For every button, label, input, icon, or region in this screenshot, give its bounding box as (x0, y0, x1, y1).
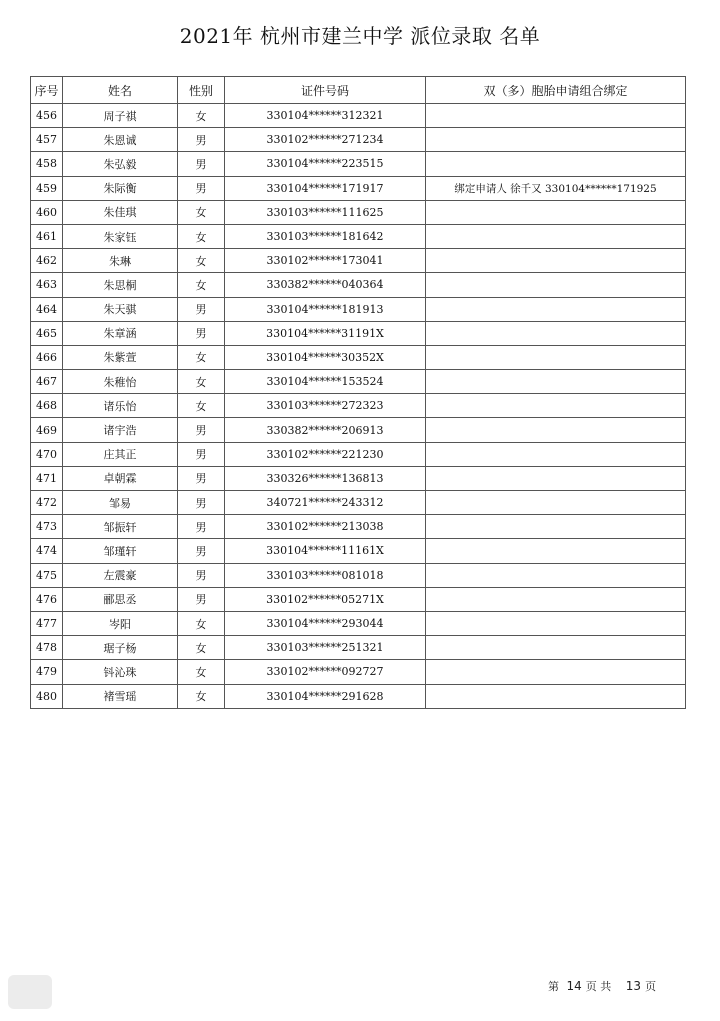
table-row (31, 200, 686, 224)
table-row (31, 273, 686, 297)
table-row (31, 684, 686, 708)
footer-prefix: 第 (548, 980, 559, 993)
cell-twin-binding (426, 684, 686, 708)
cell-twin-binding (426, 587, 686, 611)
cell-gender: 女 (178, 249, 225, 273)
cell-name: 朱稚怡 (63, 370, 178, 394)
cell-name: 周子祺 (63, 104, 178, 128)
cell-gender: 女 (178, 345, 225, 369)
corner-overlay-badge (8, 975, 52, 1009)
cell-gender: 男 (178, 321, 225, 345)
cell-id-number: 330102******092727 (225, 660, 426, 684)
table-row (31, 515, 686, 539)
cell-gender: 女 (178, 200, 225, 224)
table-row (31, 152, 686, 176)
table-row (31, 660, 686, 684)
cell-index: 468 (31, 394, 63, 418)
cell-gender: 女 (178, 394, 225, 418)
page-footer (548, 978, 656, 994)
cell-index: 463 (31, 273, 63, 297)
cell-gender: 男 (178, 128, 225, 152)
cell-name: 朱恩诚 (63, 128, 178, 152)
cell-index: 461 (31, 224, 63, 248)
cell-twin-binding (426, 200, 686, 224)
cell-twin-binding (426, 442, 686, 466)
cell-gender: 男 (178, 515, 225, 539)
cell-id-number: 330104******293044 (225, 611, 426, 635)
cell-index: 472 (31, 491, 63, 515)
cell-name: 朱思桐 (63, 273, 178, 297)
cell-id-number: 330102******173041 (225, 249, 426, 273)
cell-index: 470 (31, 442, 63, 466)
cell-id-number: 330102******221230 (225, 442, 426, 466)
cell-name: 岑阳 (63, 611, 178, 635)
cell-twin-binding (426, 394, 686, 418)
cell-id-number: 330104******312321 (225, 104, 426, 128)
cell-name: 朱琳 (63, 249, 178, 273)
cell-id-number: 330104******181913 (225, 297, 426, 321)
cell-twin-binding (426, 563, 686, 587)
cell-name: 庄其正 (63, 442, 178, 466)
cell-twin-binding (426, 249, 686, 273)
table-row (31, 128, 686, 152)
cell-name: 郦思丞 (63, 587, 178, 611)
cell-id-number: 340721******243312 (225, 491, 426, 515)
cell-name: 朱紫萱 (63, 345, 178, 369)
header-twin-binding: 双（多）胞胎申请组合绑定 (426, 77, 686, 104)
cell-index: 471 (31, 466, 63, 490)
cell-index: 458 (31, 152, 63, 176)
cell-name: 邹瑾轩 (63, 539, 178, 563)
cell-name: 朱弘毅 (63, 152, 178, 176)
cell-id-number: 330103******181642 (225, 224, 426, 248)
cell-twin-binding (426, 128, 686, 152)
cell-id-number: 330382******206913 (225, 418, 426, 442)
cell-id-number: 330104******11161X (225, 539, 426, 563)
cell-index: 476 (31, 587, 63, 611)
cell-id-number: 330326******136813 (225, 466, 426, 490)
cell-index: 475 (31, 563, 63, 587)
cell-gender: 男 (178, 297, 225, 321)
cell-twin-binding (426, 152, 686, 176)
document-title: 2021年 杭州市建兰中学 派位录取 名单 (179, 24, 541, 48)
cell-id-number: 330104******31191X (225, 321, 426, 345)
cell-id-number: 330104******223515 (225, 152, 426, 176)
table-row (31, 466, 686, 490)
cell-gender: 男 (178, 563, 225, 587)
cell-gender: 男 (178, 539, 225, 563)
cell-twin-binding (426, 660, 686, 684)
cell-twin-binding: 绑定申请人 徐千又 330104******171925 (426, 176, 686, 200)
cell-name: 朱章涵 (63, 321, 178, 345)
cell-twin-binding (426, 345, 686, 369)
cell-name: 褚雪瑶 (63, 684, 178, 708)
cell-gender: 女 (178, 684, 225, 708)
cell-name: 邹振轩 (63, 515, 178, 539)
cell-index: 460 (31, 200, 63, 224)
header-name: 姓名 (63, 77, 178, 104)
cell-gender: 女 (178, 104, 225, 128)
table-body (31, 104, 686, 709)
cell-id-number: 330104******30352X (225, 345, 426, 369)
table-row (31, 249, 686, 273)
cell-gender: 男 (178, 152, 225, 176)
cell-name: 朱际衡 (63, 176, 178, 200)
cell-index: 474 (31, 539, 63, 563)
cell-name: 朱天骐 (63, 297, 178, 321)
table-row (31, 224, 686, 248)
cell-name: 卓朝霖 (63, 466, 178, 490)
table-row (31, 563, 686, 587)
table-row (31, 345, 686, 369)
table-row (31, 491, 686, 515)
cell-name: 邹易 (63, 491, 178, 515)
table-row (31, 394, 686, 418)
cell-twin-binding (426, 515, 686, 539)
cell-twin-binding (426, 466, 686, 490)
cell-gender: 女 (178, 636, 225, 660)
table-row (31, 104, 686, 128)
admission-table (30, 76, 686, 709)
cell-index: 456 (31, 104, 63, 128)
cell-name: 左震豪 (63, 563, 178, 587)
cell-name: 钭沁珠 (63, 660, 178, 684)
cell-id-number: 330104******291628 (225, 684, 426, 708)
table-row (31, 636, 686, 660)
cell-gender: 女 (178, 611, 225, 635)
cell-index: 464 (31, 297, 63, 321)
table-row (31, 539, 686, 563)
cell-twin-binding (426, 370, 686, 394)
cell-id-number: 330382******040364 (225, 273, 426, 297)
cell-twin-binding (426, 418, 686, 442)
cell-name: 诸宇浩 (63, 418, 178, 442)
header-id-number: 证件号码 (225, 77, 426, 104)
cell-twin-binding (426, 273, 686, 297)
total-page-number: 13 (625, 979, 642, 993)
cell-id-number: 330102******271234 (225, 128, 426, 152)
cell-index: 466 (31, 345, 63, 369)
cell-index: 465 (31, 321, 63, 345)
cell-gender: 男 (178, 491, 225, 515)
cell-twin-binding (426, 297, 686, 321)
current-page-number: 14 (566, 979, 582, 993)
cell-index: 477 (31, 611, 63, 635)
header-gender: 性别 (178, 77, 225, 104)
footer-suffix: 页 (645, 980, 657, 993)
cell-name: 朱家钰 (63, 224, 178, 248)
cell-index: 469 (31, 418, 63, 442)
cell-gender: 女 (178, 660, 225, 684)
cell-id-number: 330103******081018 (225, 563, 426, 587)
cell-index: 480 (31, 684, 63, 708)
table-row (31, 418, 686, 442)
cell-id-number: 330103******111625 (225, 200, 426, 224)
table-row (31, 587, 686, 611)
cell-name: 诸乐怡 (63, 394, 178, 418)
table-row (31, 321, 686, 345)
cell-gender: 男 (178, 418, 225, 442)
table-row (31, 442, 686, 466)
cell-id-number: 330103******251321 (225, 636, 426, 660)
cell-name: 朱佳琪 (63, 200, 178, 224)
cell-id-number: 330102******213038 (225, 515, 426, 539)
cell-twin-binding (426, 104, 686, 128)
cell-twin-binding (426, 224, 686, 248)
footer-middle: 页 共 (585, 980, 612, 993)
cell-id-number: 330104******171917 (225, 176, 426, 200)
table-row (31, 611, 686, 635)
cell-twin-binding (426, 611, 686, 635)
cell-index: 473 (31, 515, 63, 539)
cell-id-number: 330103******272323 (225, 394, 426, 418)
cell-index: 478 (31, 636, 63, 660)
cell-index: 457 (31, 128, 63, 152)
cell-name: 琚子杨 (63, 636, 178, 660)
table-header-row (31, 77, 686, 104)
cell-gender: 男 (178, 587, 225, 611)
cell-id-number: 330102******05271X (225, 587, 426, 611)
header-index: 序号 (31, 77, 63, 104)
cell-gender: 女 (178, 370, 225, 394)
table-row (31, 370, 686, 394)
cell-twin-binding (426, 491, 686, 515)
cell-gender: 男 (178, 442, 225, 466)
cell-twin-binding (426, 321, 686, 345)
cell-twin-binding (426, 636, 686, 660)
cell-index: 479 (31, 660, 63, 684)
cell-index: 467 (31, 370, 63, 394)
table-row (31, 176, 686, 200)
cell-id-number: 330104******153524 (225, 370, 426, 394)
cell-index: 459 (31, 176, 63, 200)
cell-gender: 女 (178, 273, 225, 297)
cell-index: 462 (31, 249, 63, 273)
cell-gender: 女 (178, 224, 225, 248)
cell-gender: 男 (178, 176, 225, 200)
cell-gender: 男 (178, 466, 225, 490)
table-row (31, 297, 686, 321)
cell-twin-binding (426, 539, 686, 563)
